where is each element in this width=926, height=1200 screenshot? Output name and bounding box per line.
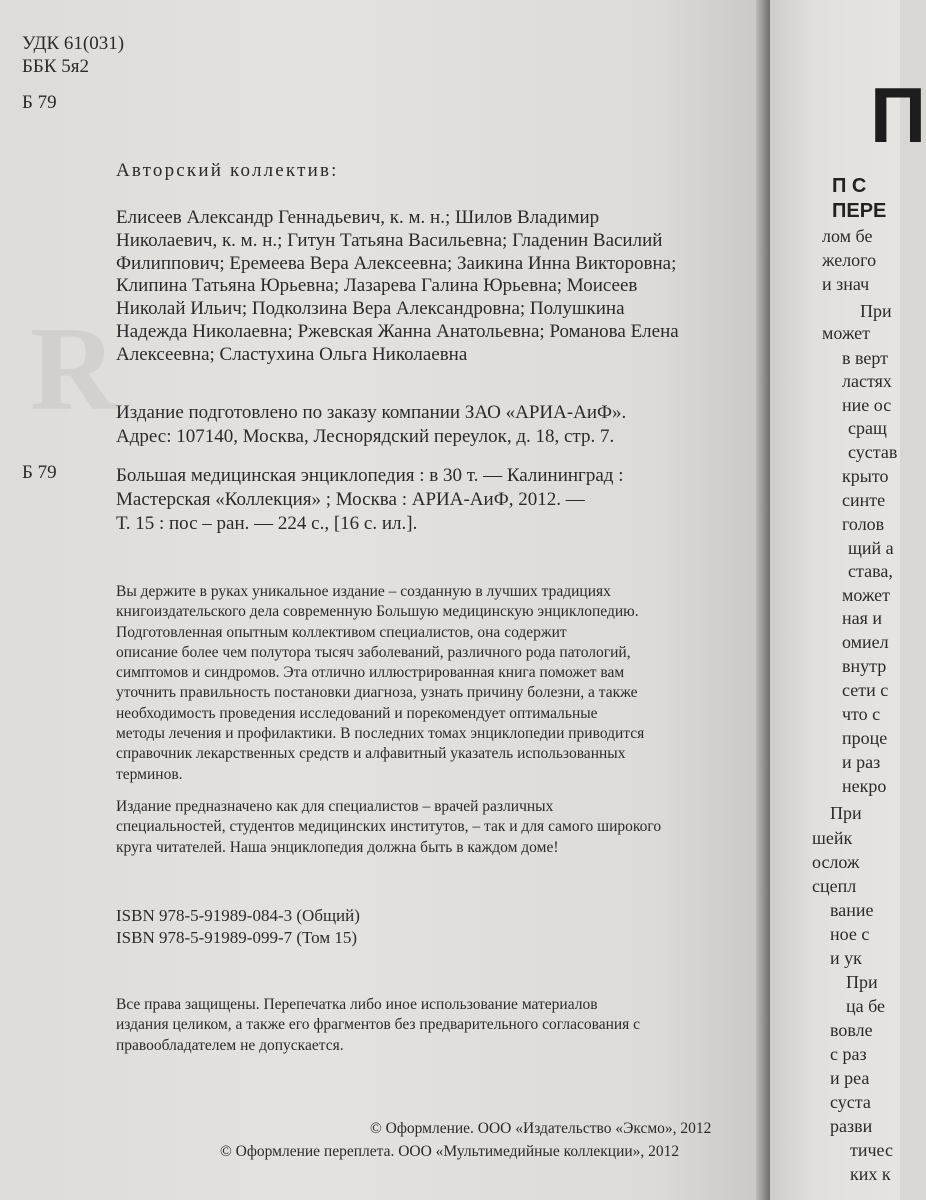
isbn-block bbox=[116, 905, 360, 949]
authors-line: Надежда Николаевна; Ржевская Жанна Анатольевна; Романова Елена bbox=[116, 320, 679, 342]
authors-line: Елисеев Александр Геннадьевич, к. м. н.; Шилов Владимир bbox=[116, 207, 600, 228]
authors-line: Николаевич, к. м. н.; Гитун Татьяна Васильевна; Гладенин Василий bbox=[116, 229, 663, 251]
copyright-design: © Оформление. ООО «Издательство «Эксмо», 2012 bbox=[370, 1120, 712, 1137]
audience-line: специальностей, студентов медицинских институтов, – так и для самого широкого bbox=[116, 818, 662, 836]
udk-code: УДК 61(031) bbox=[22, 33, 125, 54]
right-page-line: щий а bbox=[848, 538, 894, 558]
right-page-line: и раз bbox=[842, 752, 881, 772]
right-page-line: сустав bbox=[848, 442, 898, 462]
authors-line: Филиппович; Еремеева Вера Алексеевна; Заикина Инна Викторовна; bbox=[116, 252, 677, 274]
catalog-line: Мастерская «Коллекция» ; Москва : АРИА-АиФ, 2012. — bbox=[116, 489, 585, 510]
right-page bbox=[770, 0, 926, 1200]
right-page-line: некро bbox=[842, 776, 887, 796]
right-page-line: в верт bbox=[842, 348, 889, 368]
catalog-line: Т. 15 : пос – ран. — 224 с., [16 с. ил.]. bbox=[116, 513, 418, 534]
audience-line: Издание предназначено как для специалистов – врачей различных bbox=[116, 798, 554, 815]
authors-list bbox=[116, 207, 746, 367]
annotation-line: терминов. bbox=[116, 765, 183, 783]
right-page-line: голов bbox=[842, 514, 885, 534]
rights-notice bbox=[116, 995, 640, 1056]
right-page-line: ластях bbox=[842, 371, 892, 391]
right-page-line: суста bbox=[830, 1092, 871, 1112]
right-page-line: тичес bbox=[850, 1140, 893, 1160]
audience-paragraph bbox=[116, 797, 661, 858]
book-gutter bbox=[756, 0, 770, 1200]
right-page-line: При bbox=[846, 972, 878, 992]
right-page-line: с раз bbox=[830, 1044, 867, 1064]
authors-line: Алексеевна; Сластухина Ольга Николаевна bbox=[116, 343, 468, 365]
right-page-line: крыто bbox=[842, 466, 889, 486]
annotation-line: Подготовленная опытным коллективом специалистов, она содержит bbox=[116, 623, 567, 641]
catalog-line: Большая медицинская энциклопедия : в 30 т. — Калининград : bbox=[116, 465, 624, 486]
right-page-line: что с bbox=[842, 704, 881, 724]
authors-line: Клипина Татьяна Юрьевна; Лазарева Галина Юрьевна; Моисеев bbox=[116, 275, 638, 297]
annotation-line: методы лечения и профилактики. В последних томах энциклопедии приводится bbox=[116, 725, 645, 743]
edition-line: Издание подготовлено по заказу компании ЗАО «АРИА-АиФ». bbox=[116, 402, 627, 423]
isbn-volume: ISBN 978-5-91989-099-7 (Том 15) bbox=[116, 928, 357, 947]
right-page-line: вание bbox=[830, 900, 874, 920]
right-page-line: может bbox=[822, 323, 870, 343]
right-page-line: ца бе bbox=[846, 996, 886, 1016]
catalog-code: Б 79 bbox=[22, 462, 57, 483]
right-page-line: ких к bbox=[850, 1164, 891, 1184]
right-page-line: сети с bbox=[842, 680, 889, 700]
annotation-paragraph bbox=[116, 582, 644, 785]
catalog-entry bbox=[116, 464, 623, 536]
authors-line: Николай Ильич; Подколзина Вера Александровна; Полушкина bbox=[116, 298, 625, 320]
edition-info bbox=[116, 401, 626, 449]
index-code: Б 79 bbox=[22, 92, 57, 113]
faded-watermark: R bbox=[30, 302, 117, 435]
right-page-line: внутр bbox=[842, 656, 887, 676]
rights-line: правообладателем не допускается. bbox=[116, 1036, 344, 1054]
right-page-line: шейк bbox=[812, 828, 853, 848]
annotation-line: необходимость проведения исследований и порекомендует оптимальные bbox=[116, 704, 598, 722]
right-page-line: разви bbox=[830, 1116, 873, 1136]
right-page-line: ние ос bbox=[842, 395, 892, 415]
right-page-line: ное с bbox=[830, 924, 870, 944]
right-page-line: проце bbox=[842, 728, 888, 748]
right-page-line: вовле bbox=[830, 1020, 873, 1040]
right-page-line: сращ bbox=[848, 418, 887, 438]
right-page-heading: ПЕРЕ bbox=[832, 200, 887, 222]
right-page-line: и ук bbox=[830, 948, 862, 968]
right-page-line: синте bbox=[842, 490, 886, 510]
right-page-line: может bbox=[842, 585, 890, 605]
address-line: Адрес: 107140, Москва, Леснорядский переулок, д. 18, стр. 7. bbox=[116, 426, 615, 447]
right-page-line: омиел bbox=[842, 632, 889, 652]
right-page-line: ная и bbox=[842, 608, 883, 628]
authors-heading: Авторский коллектив: bbox=[116, 160, 339, 181]
right-page-line: ослож bbox=[812, 852, 860, 872]
right-page-line: сцепл bbox=[812, 876, 857, 896]
rights-line: издания целиком, а также его фрагментов без предварительного согласования с bbox=[116, 1016, 641, 1034]
annotation-line: описание более чем полутора тысяч заболеваний, различного рода патологий, bbox=[116, 643, 631, 661]
isbn-general: ISBN 978-5-91989-084-3 (Общий) bbox=[116, 906, 360, 925]
right-page-line: желого bbox=[822, 250, 877, 270]
annotation-line: Вы держите в руках уникальное издание – созданную в лучших традициях bbox=[116, 583, 611, 600]
annotation-line: уточнить правильность постановки диагноза, узнать причину болезни, а также bbox=[116, 684, 638, 702]
right-page-line: и реа bbox=[830, 1068, 870, 1088]
right-page-line: става, bbox=[848, 561, 893, 581]
copyright-binding: © Оформление переплета. ООО «Мультимедийные коллекции», 2012 bbox=[220, 1143, 680, 1160]
right-page-big-letter: П bbox=[870, 71, 926, 159]
annotation-line: симптомов и синдромов. Эта отлично иллюстрированная книга поможет вам bbox=[116, 664, 625, 682]
right-page-heading: П С bbox=[832, 175, 867, 197]
rights-line: Все права защищены. Перепечатка либо иное использование материалов bbox=[116, 996, 598, 1013]
annotation-line: книгоиздательского дела современную Большую медицинскую энциклопедию. bbox=[116, 603, 639, 621]
right-page-line: лом бе bbox=[822, 226, 873, 246]
right-page-line: При bbox=[860, 301, 892, 321]
bbk-code: ББК 5я2 bbox=[22, 56, 89, 77]
annotation-line: справочник лекарственных средств и алфавитный указатель использованных bbox=[116, 745, 626, 763]
right-page-line: и знач bbox=[822, 274, 870, 294]
audience-line: круга читателей. Наша энциклопедия должна быть в каждом доме! bbox=[116, 838, 559, 856]
right-page-line: При bbox=[830, 803, 862, 823]
